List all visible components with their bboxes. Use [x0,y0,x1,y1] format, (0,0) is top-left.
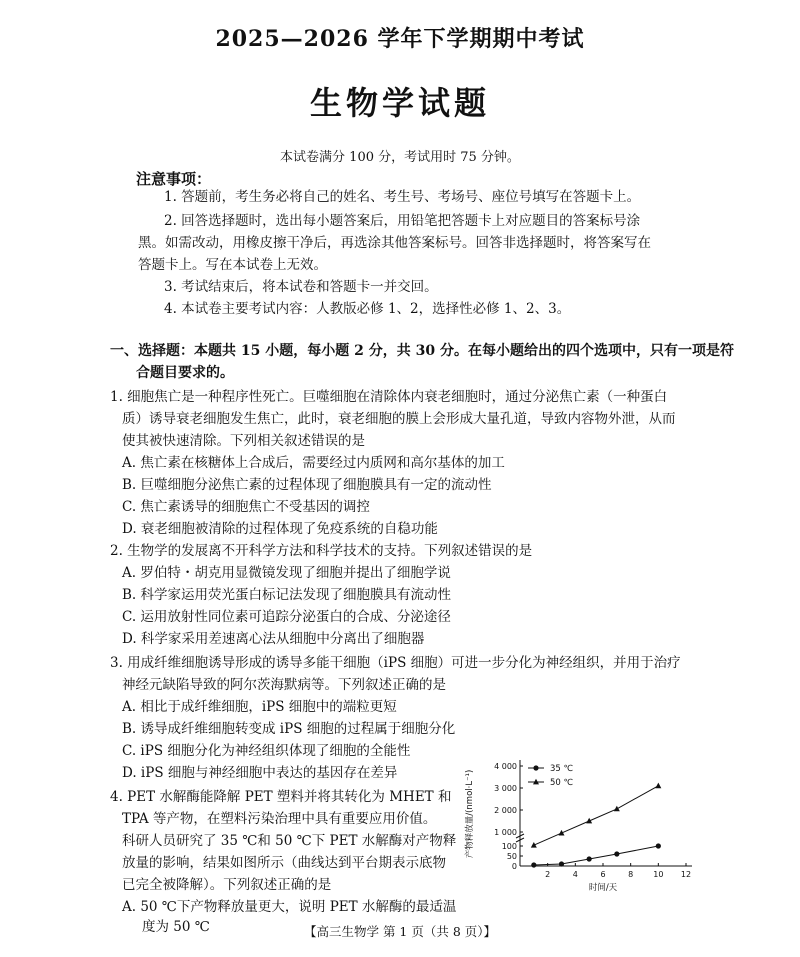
option: C. 运用放射性同位素可追踪分泌蛋白的合成、分泌途径 [122,609,451,625]
legend-label: 35 ℃ [550,764,574,774]
product-release-chart [458,754,700,926]
option: C. iPS 细胞分化为神经组织体现了细胞的全能性 [122,743,411,759]
y-tick-label: 3 000 [494,784,517,793]
option: B. 巨噬细胞分泌焦亡素的过程体现了细胞膜具有一定的流动性 [122,477,492,493]
question-stem: TPA 等产物，在塑料污染治理中具有重要应用价值。 [122,811,437,827]
option: B. 诱导成纤维细胞转变成 iPS 细胞的过程属于细胞分化 [122,721,456,737]
y-tick-label: 2 000 [494,806,517,815]
question-stem: 3. 用成纤维细胞诱导形成的诱导多能干细胞（iPS 细胞）可进一步分化为神经组织，并用于治疗 [110,655,681,671]
data-point [614,851,619,856]
series-line [534,846,659,865]
x-tick-label: 6 [600,870,606,879]
notice-line: 2. 回答选择题时，选出每小题答案后，用铅笔把答题卡上对应题目的答案标号涂 [164,213,641,229]
exam-title: 2025—2026 学年下学期期中考试 [215,26,585,52]
option: A. 50 ℃下产物释放量更大，说明 PET 水解酶的最适温 [122,899,457,915]
data-point [559,861,564,866]
option: A. 罗伯特・胡克用显微镜发现了细胞并提出了细胞学说 [122,565,451,581]
option: C. 焦亡素诱导的细胞焦亡不受基因的调控 [122,499,370,515]
question-stem: 神经元缺陷导致的阿尔茨海默病等。下列叙述正确的是 [122,677,446,693]
question-stem: 4. PET 水解酶能降解 PET 塑料并将其转化为 MHET 和 [110,789,452,805]
y-tick-label: 50 [506,852,517,861]
option: D. 科学家采用差速离心法从细胞中分离出了细胞器 [122,631,425,647]
data-point [614,806,620,812]
y-tick-label: 1 000 [494,828,517,837]
x-tick-label: 2 [545,870,551,879]
data-point [587,856,592,861]
question-stem: 质）诱导衰老细胞发生焦亡，此时，衰老细胞的膜上会形成大量孔道，导致内容物外泄，从而 [122,411,676,427]
option: D. 衰老细胞被清除的过程体现了免疫系统的自稳功能 [122,521,438,537]
x-axis-label: 时间/天 [588,883,618,893]
section-heading: 一、选择题：本题共 15 小题，每小题 2 分，共 30 分。在每小题给出的四个选项中，只有一项是符 [110,343,734,359]
option: A. 焦亡素在核糖体上合成后，需要经过内质网和高尔基体的加工 [122,455,505,471]
page-footer: 【高三生物学 第 1 页（共 8 页）】 [303,924,497,939]
option: B. 科学家运用荧光蛋白标记法发现了细胞膜具有流动性 [122,587,452,603]
data-point [655,783,661,789]
question-stem: 科研人员研究了 35 ℃和 50 ℃下 PET 水解酶对产物释 [122,833,457,849]
y-tick-label: 4 000 [494,762,517,771]
section-heading-cont: 合题目要求的。 [136,365,234,381]
question-stem: 1. 细胞焦亡是一种程序性死亡。巨噬细胞在清除体内衰老细胞时，通过分泌焦亡素（一种蛋白 [110,389,668,405]
option: D. iPS 细胞与神经细胞中表达的基因存在差异 [122,765,398,781]
question-stem: 放量的影响，结果如图所示（曲线达到平台期表示底物 [122,855,446,871]
question-stem: 2. 生物学的发展离不开科学方法和科学技术的支持。下列叙述错误的是 [110,543,533,559]
legend-marker [533,765,538,770]
y-axis-label: 产物释放量/(nmol·L⁻¹) [465,769,475,859]
option: 度为 50 ℃ [142,919,210,935]
notice-line: 答题卡上。写在本试卷上无效。 [138,257,327,273]
option: A. 相比于成纤维细胞，iPS 细胞中的端粒更短 [122,699,397,715]
data-point [656,843,661,848]
notice-heading: 注意事项： [136,170,212,188]
y-tick-label: 0 [511,862,517,871]
question-stem: 使其被快速清除。下列相关叙述错误的是 [122,433,365,449]
notice-line: 4. 本试卷主要考试内容：人教版必修 1、2，选择性必修 1、2、3。 [164,301,571,317]
x-tick-label: 10 [653,870,664,879]
notice-line: 黑。如需改动，用橡皮擦干净后，再选涂其他答案标号。回答非选择题时，将答案写在 [138,235,651,251]
y-tick-label: 100 [501,842,517,851]
notice-line: 1. 答题前，考生务必将自己的姓名、考生号、考场号、座位号填写在答题卡上。 [164,189,641,205]
series-line [534,786,659,845]
x-tick-label: 4 [572,870,578,879]
data-point [531,862,536,867]
subject-title: 生物学试题 [309,84,490,122]
x-tick-label: 12 [680,870,692,879]
x-tick-label: 8 [628,870,634,879]
exam-info: 本试卷满分 100 分，考试用时 75 分钟。 [280,150,520,165]
question-stem: 已完全被降解）。下列叙述正确的是 [122,877,332,893]
notice-line: 3. 考试结束后，将本试卷和答题卡一并交回。 [164,279,438,295]
legend-label: 50 ℃ [550,778,574,788]
